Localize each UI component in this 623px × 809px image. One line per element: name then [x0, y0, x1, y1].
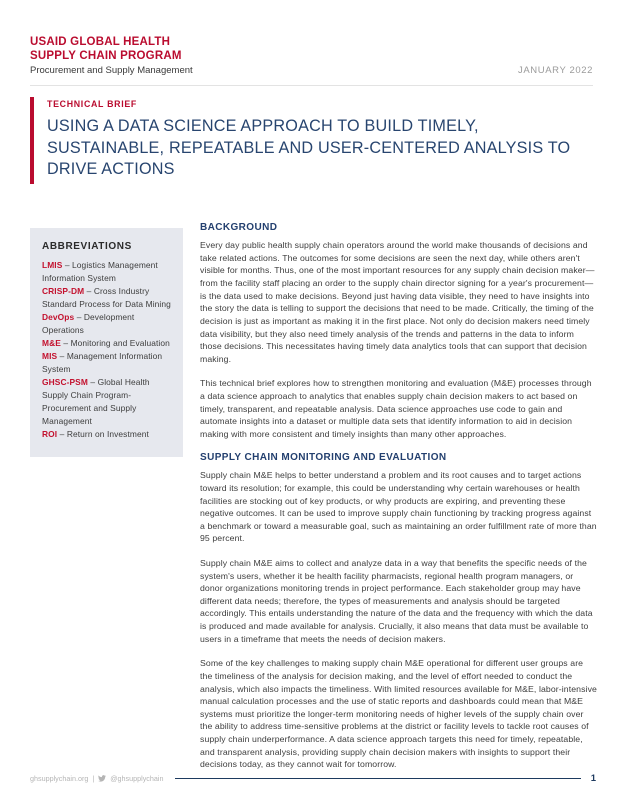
abbreviation-term: MIS	[42, 351, 58, 362]
issue-date: JANUARY 2022	[518, 65, 593, 77]
abbreviation-dash: –	[63, 338, 69, 349]
abbreviation-term: LMIS	[42, 260, 63, 271]
main-column	[200, 222, 597, 783]
abbreviation-term: CRISP-DM	[42, 286, 85, 297]
body-paragraph: Every day public health supply chain operators around the world make thousands of decisions and take related actions. The outcomes for some decisions are seen the next day, while others aren't visible for months. Thus, one of the most important resources for any supply chain decision maker—from the facility staff placing an order to the supply chain director signing for a year's procurement—is the data used to make decisions. Beyond just having data visible, they need to have insights into the story the data is telling to support the decisions that need to be made. Critically, the timing of the decision is just as important as making it in the first place. Not only do decision makers need timely data visibility, but they also need timely analysis of the trends and patterns in the data to inform those decisions. This necessitates having timely data analytics tools that can support that decision making.	[200, 240, 595, 364]
abbreviation-definition: Management Information System	[42, 351, 163, 375]
abbreviation-definition: Return on Investment	[66, 429, 149, 440]
footer	[30, 773, 596, 784]
header-row	[30, 65, 593, 76]
section-heading: SUPPLY CHAIN MONITORING AND EVALUATION	[200, 452, 447, 464]
abbreviation-item	[42, 337, 172, 350]
abbreviation-term: GHSC-PSM	[42, 377, 88, 388]
abbreviation-definition: Monitoring and Evaluation	[70, 338, 170, 349]
header-divider	[30, 85, 593, 86]
abbreviation-dash: –	[86, 286, 92, 297]
abbreviation-item	[42, 311, 172, 337]
abbreviation-dash: –	[90, 377, 96, 388]
content-area	[30, 222, 597, 783]
abbreviation-definition: Cross Industry Standard Process for Data Mining	[42, 286, 171, 310]
abbreviation-item	[42, 285, 172, 311]
body-paragraph: Some of the key challenges to making supply chain M&E operational for different user groups are the timeliness of the analysis for decision making, and the level of effort needed to conduct the analysis, which also impacts the timeliness. With limited resources available for M&E, labor-intensive manual calculation processes and the use of static reports and dashboards could mean that M&E systems must prioritize the longer-term monitoring needs of higher levels of the supply chain over the ability to address time-sensitive problems at the district or facility levels to tackle root causes of supply chain underperformance. A data science approach targets this need for timely, repeatable, and transparent analysis, providing supply chain decision makers with insights to support their decisions today, as they cannot wait for tomorrow.	[200, 658, 597, 770]
footer-divider	[175, 778, 580, 779]
abbreviation-dash: –	[59, 351, 65, 362]
abbreviation-definition: Logistics Management Information System	[42, 260, 158, 284]
abbreviation-dash: –	[76, 312, 82, 323]
footer-meta	[30, 774, 163, 783]
abbreviation-dash: –	[64, 260, 70, 271]
footer-website-link[interactable]: ghsupplychain.org	[30, 774, 89, 783]
section-supply-chain-me	[200, 452, 597, 770]
org-name-line2: SUPPLY CHAIN PROGRAM	[30, 49, 182, 62]
abbreviation-definition: Global Health Supply Chain Program-Procurement and Supply Management	[42, 377, 150, 427]
twitter-icon	[98, 775, 106, 782]
footer-separator: |	[92, 774, 95, 783]
section-background	[200, 222, 597, 440]
abbreviation-item	[42, 376, 172, 428]
abbreviation-item	[42, 350, 172, 376]
abbreviation-item	[42, 428, 172, 441]
document-type-label: TECHNICAL BRIEF	[47, 99, 137, 110]
footer-twitter-handle[interactable]: @ghsupplychain	[110, 774, 164, 783]
title-block	[30, 97, 593, 184]
sidebar-heading: ABBREVIATIONS	[42, 241, 132, 253]
abbreviation-term: DevOps	[42, 312, 75, 323]
abbreviation-item	[42, 259, 172, 285]
page-number: 1	[590, 773, 596, 784]
abbreviations-sidebar	[30, 228, 183, 457]
header	[0, 0, 623, 76]
section-heading: BACKGROUND	[200, 222, 278, 234]
body-paragraph: This technical brief explores how to strengthen monitoring and evaluation (M&E) processes through a data science approach to analytics that enables supply chain decision makers to act based on timely, transparent, and repeatable analysis. Data science approaches use code to gain and automate insights into a dataset or multiple data sets that identify information to aid in decision making with more consistent and timely insights than many other approaches.	[200, 378, 592, 439]
abbreviation-dash: –	[59, 429, 65, 440]
body-paragraph: Supply chain M&E aims to collect and analyze data in a way that benefits the specific needs of the system's users, whether it be health facility pharmacists, regional health program managers, or donor organizations monitoring trends in project performance. Each stakeholder group may have different data needs; therefore, the types of measurements and analysis should be targeted accordingly. This entails understanding the nature of the data and the frequency with which the data is produced and made available for analysis. Crucially, it also means that data must be available to users in a timeframe that meets the needs of decision makers.	[200, 558, 593, 644]
body-paragraph: Supply chain M&E helps to better understand a problem and its root causes and to target actions toward its resolution; for example, this could be understanding why certain warehouses or health facilities are stocking out of key products, or why products are expiring, and preventing these negative outcomes. It can be used to improve supply chain functioning by tracking progress against a benchmark or toward a measurable goal, such as maintaining an order fulfillment rate of more than 95 percent.	[200, 470, 597, 544]
abbreviation-term: M&E	[42, 338, 61, 349]
page-title: USING A DATA SCIENCE APPROACH TO BUILD TIMELY, SUSTAINABLE, REPEATABLE AND USER-CENTERED ANALYSIS TO DRIVE ACTIONS	[47, 117, 571, 178]
org-subtitle: Procurement and Supply Management	[30, 65, 193, 77]
abbreviation-term: ROI	[42, 429, 58, 440]
org-name-line1: USAID GLOBAL HEALTH	[30, 36, 171, 48]
abbreviation-definition: Development Operations	[42, 312, 135, 336]
